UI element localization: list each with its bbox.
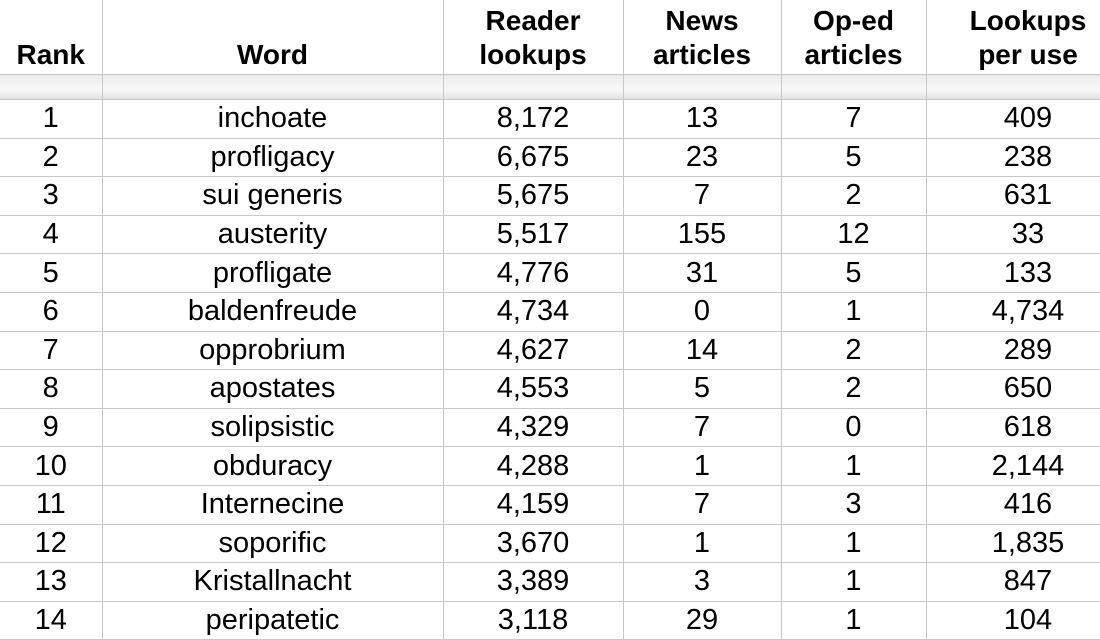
divider-cell: [443, 75, 623, 100]
reader-lookups-cell[interactable]: 4,329: [443, 408, 623, 447]
rank-cell[interactable]: 2: [0, 138, 102, 177]
header-lookups-per-use-line1: Lookups: [927, 4, 1100, 38]
word-cell[interactable]: opprobrium: [102, 331, 443, 370]
lookups-per-use-cell[interactable]: 33: [926, 215, 1100, 254]
word-cell[interactable]: austerity: [102, 215, 443, 254]
header-oped-articles-line1: Op-ed: [782, 4, 926, 38]
rank-cell[interactable]: 10: [0, 447, 102, 486]
lookups-per-use-cell[interactable]: 618: [926, 408, 1100, 447]
oped-articles-cell[interactable]: 5: [781, 138, 926, 177]
news-articles-cell[interactable]: 13: [623, 100, 781, 139]
news-articles-cell[interactable]: 31: [623, 254, 781, 293]
reader-lookups-cell[interactable]: 4,288: [443, 447, 623, 486]
rank-cell[interactable]: 13: [0, 563, 102, 602]
table-body: [0, 100, 1100, 640]
reader-lookups-cell[interactable]: 4,553: [443, 370, 623, 409]
word-cell[interactable]: Internecine: [102, 485, 443, 524]
oped-articles-cell[interactable]: 1: [781, 563, 926, 602]
table-row: [0, 524, 1100, 563]
oped-articles-cell[interactable]: 1: [781, 524, 926, 563]
word-cell[interactable]: profligacy: [102, 138, 443, 177]
word-cell[interactable]: peripatetic: [102, 601, 443, 640]
table-row: [0, 408, 1100, 447]
rank-cell[interactable]: 5: [0, 254, 102, 293]
reader-lookups-cell[interactable]: 4,627: [443, 331, 623, 370]
news-articles-cell[interactable]: 1: [623, 447, 781, 486]
reader-lookups-cell[interactable]: 4,734: [443, 292, 623, 331]
lookups-per-use-cell[interactable]: 2,144: [926, 447, 1100, 486]
news-articles-cell[interactable]: 5: [623, 370, 781, 409]
lookups-per-use-cell[interactable]: 1,835: [926, 524, 1100, 563]
oped-articles-cell[interactable]: 1: [781, 292, 926, 331]
header-reader-lookups-line2: lookups: [444, 38, 623, 72]
news-articles-cell[interactable]: 7: [623, 177, 781, 216]
table-row: [0, 370, 1100, 409]
table-row: [0, 215, 1100, 254]
reader-lookups-cell[interactable]: 6,675: [443, 138, 623, 177]
rank-cell[interactable]: 11: [0, 485, 102, 524]
word-cell[interactable]: solipsistic: [102, 408, 443, 447]
reader-lookups-cell[interactable]: 3,389: [443, 563, 623, 602]
rank-cell[interactable]: 8: [0, 370, 102, 409]
header-word[interactable]: [102, 0, 443, 75]
oped-articles-cell[interactable]: 0: [781, 408, 926, 447]
table-row: [0, 447, 1100, 486]
reader-lookups-cell[interactable]: 3,670: [443, 524, 623, 563]
oped-articles-cell[interactable]: 1: [781, 447, 926, 486]
word-cell[interactable]: soporific: [102, 524, 443, 563]
divider-cell: [781, 75, 926, 100]
lookups-per-use-cell[interactable]: 104: [926, 601, 1100, 640]
rank-cell[interactable]: 1: [0, 100, 102, 139]
header-divider-row: [0, 75, 1100, 100]
rank-cell[interactable]: 12: [0, 524, 102, 563]
table-row: [0, 138, 1100, 177]
rank-cell[interactable]: 14: [0, 601, 102, 640]
word-cell[interactable]: baldenfreude: [102, 292, 443, 331]
reader-lookups-cell[interactable]: 4,159: [443, 485, 623, 524]
news-articles-cell[interactable]: 1: [623, 524, 781, 563]
reader-lookups-cell[interactable]: 5,675: [443, 177, 623, 216]
header-oped-articles-line2: articles: [782, 38, 926, 72]
word-cell[interactable]: profligate: [102, 254, 443, 293]
rank-cell[interactable]: 3: [0, 177, 102, 216]
news-articles-cell[interactable]: 29: [623, 601, 781, 640]
header-news-articles-line1: News: [624, 4, 781, 38]
word-cell[interactable]: apostates: [102, 370, 443, 409]
rank-cell[interactable]: 6: [0, 292, 102, 331]
lookups-per-use-cell[interactable]: 4,734: [926, 292, 1100, 331]
header-news-articles-line2: articles: [624, 38, 781, 72]
table-row: [0, 177, 1100, 216]
rank-cell[interactable]: 9: [0, 408, 102, 447]
header-word-label: Word: [103, 38, 443, 72]
lookups-per-use-cell[interactable]: 133: [926, 254, 1100, 293]
oped-articles-cell[interactable]: 2: [781, 370, 926, 409]
header-row: [0, 0, 1100, 75]
table-row: [0, 254, 1100, 293]
rank-cell[interactable]: 7: [0, 331, 102, 370]
news-articles-cell[interactable]: 7: [623, 408, 781, 447]
oped-articles-cell[interactable]: 2: [781, 331, 926, 370]
oped-articles-cell[interactable]: 12: [781, 215, 926, 254]
reader-lookups-cell[interactable]: 4,776: [443, 254, 623, 293]
divider-cell: [102, 75, 443, 100]
header-news-articles[interactable]: [623, 0, 781, 75]
divider-cell: [926, 75, 1100, 100]
table-row: [0, 292, 1100, 331]
news-articles-cell[interactable]: 155: [623, 215, 781, 254]
header-reader-lookups[interactable]: [443, 0, 623, 75]
lookups-per-use-cell[interactable]: 847: [926, 563, 1100, 602]
oped-articles-cell[interactable]: 2: [781, 177, 926, 216]
table-row: [0, 601, 1100, 640]
oped-articles-cell[interactable]: 3: [781, 485, 926, 524]
header-rank[interactable]: [0, 0, 102, 75]
reader-lookups-cell[interactable]: 8,172: [443, 100, 623, 139]
header-lookups-per-use[interactable]: [926, 0, 1100, 75]
word-cell[interactable]: sui generis: [102, 177, 443, 216]
lookups-per-use-cell[interactable]: 631: [926, 177, 1100, 216]
table-row: [0, 331, 1100, 370]
word-cell[interactable]: Kristallnacht: [102, 563, 443, 602]
table-row: [0, 100, 1100, 139]
rank-cell[interactable]: 4: [0, 215, 102, 254]
header-oped-articles[interactable]: [781, 0, 926, 75]
word-cell[interactable]: obduracy: [102, 447, 443, 486]
lookups-per-use-cell[interactable]: 289: [926, 331, 1100, 370]
reader-lookups-cell[interactable]: 3,118: [443, 601, 623, 640]
table-row: [0, 485, 1100, 524]
news-articles-cell[interactable]: 14: [623, 331, 781, 370]
oped-articles-cell[interactable]: 1: [781, 601, 926, 640]
lookups-per-use-cell[interactable]: 650: [926, 370, 1100, 409]
word-cell[interactable]: inchoate: [102, 100, 443, 139]
news-articles-cell[interactable]: 3: [623, 563, 781, 602]
lookups-per-use-cell[interactable]: 416: [926, 485, 1100, 524]
header-reader-lookups-line1: Reader: [444, 4, 623, 38]
divider-cell: [0, 75, 102, 100]
oped-articles-cell[interactable]: 5: [781, 254, 926, 293]
reader-lookups-cell[interactable]: 5,517: [443, 215, 623, 254]
table-row: [0, 563, 1100, 602]
oped-articles-cell[interactable]: 7: [781, 100, 926, 139]
lookups-per-use-cell[interactable]: 409: [926, 100, 1100, 139]
divider-cell: [623, 75, 781, 100]
news-articles-cell[interactable]: 7: [623, 485, 781, 524]
news-articles-cell[interactable]: 23: [623, 138, 781, 177]
header-lookups-per-use-line2: per use: [927, 38, 1100, 72]
lookups-per-use-cell[interactable]: 238: [926, 138, 1100, 177]
news-articles-cell[interactable]: 0: [623, 292, 781, 331]
header-rank-label: Rank: [0, 38, 102, 72]
